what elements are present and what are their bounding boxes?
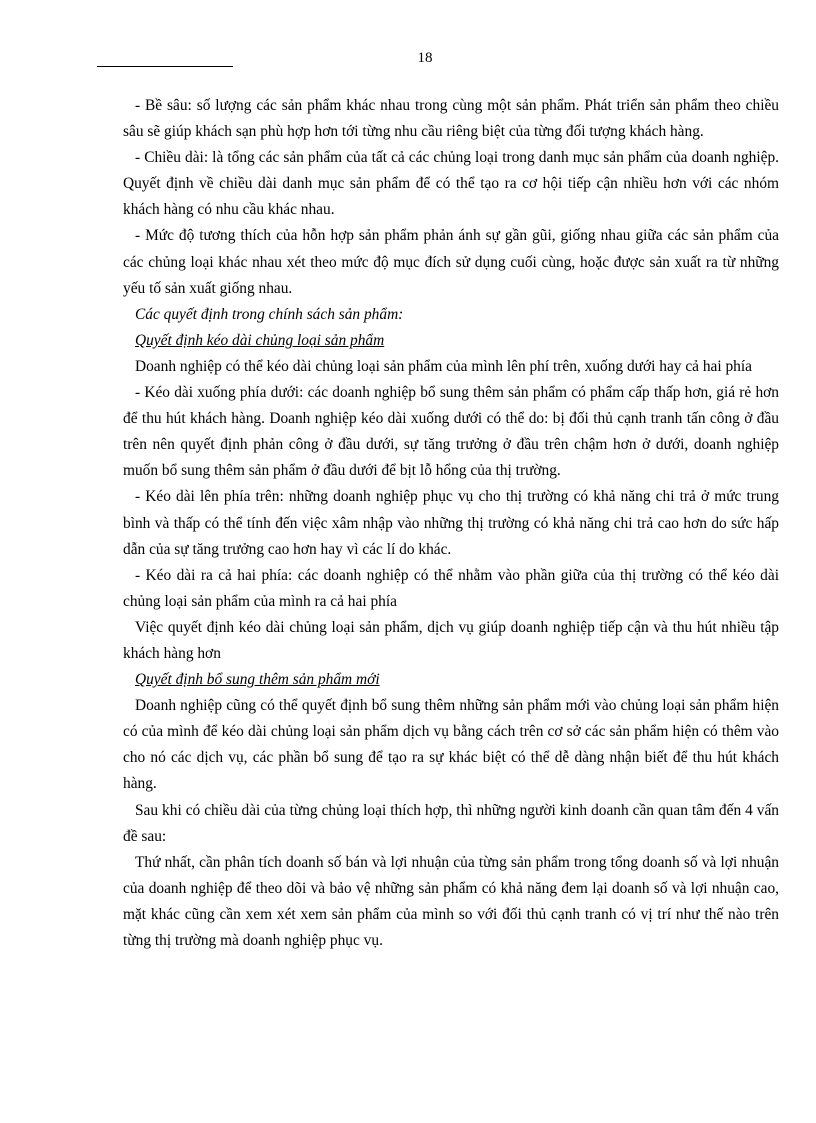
section-heading-decisions: Các quyết định trong chính sách sản phẩm: bbox=[135, 305, 404, 323]
page-number: 18 bbox=[417, 50, 433, 66]
paragraph-extend-down: - Kéo dài xuống phía dưới: các doanh nghiệp bổ sung thêm sản phẩm có phẩm cấp thấp hơn, giá rẻ hơn để thu hút khách hàng. Doanh nghiệp kéo dài xuống dưới có thể do: bị đối thủ cạnh tranh tấn công ở đầu trên nên quyết định phản công ở đầu dưới, sự tăng trưởng ở đầu trên chậm hơn ở dưới, doanh nghiệp muốn bổ sung thêm sản phẩm ở đầu dưới để bịt lỗ hổng của thị trường. bbox=[123, 384, 779, 480]
paragraph-extend-intro: Doanh nghiệp có thể kéo dài chủng loại sản phẩm của mình lên phí trên, xuống dưới hay cả hai phía bbox=[135, 357, 752, 375]
paragraph-length: - Chiều dài: là tổng các sản phẩm của tất cả các chủng loại trong danh mục sản phẩm của doanh nghiệp. Quyết định về chiều dài danh mục sản phẩm để có thể tạo ra cơ hội tiếp cận nhiều hơn với các nhóm khách hàng có nhu cầu khác nhau. bbox=[123, 149, 779, 219]
paragraph-add-new: Doanh nghiệp cũng có thể quyết định bổ sung thêm những sản phẩm mới vào chủng loại sản phẩm hiện có của mình để kéo dài chủng loại sản phẩm dịch vụ bằng cách trên cơ sở các sản phẩm hiện có thêm vào cho nó các dịch vụ, các phần bổ sung để tạo ra sự khác biệt có thể dễ dàng nhận biết để thu hút khách hàng. bbox=[123, 697, 779, 793]
paragraph-depth: - Bề sâu: số lượng các sản phẩm khác nhau trong cùng một sản phẩm. Phát triển sản phẩm theo chiều sâu sẽ giúp khách sạn phù hợp hơn tới từng nhu cầu riêng biệt của từng đối tượng khách hàng. bbox=[123, 97, 779, 141]
paragraph-extend-summary: Việc quyết định kéo dài chủng loại sản phẩm, dịch vụ giúp doanh nghiệp tiếp cận và thu hút nhiều tập khách hàng hơn bbox=[123, 618, 779, 662]
subheading-add-new-products: Quyết định bổ sung thêm sản phẩm mới bbox=[135, 671, 380, 689]
page-body bbox=[123, 93, 779, 954]
paragraph-extend-up: - Kéo dài lên phía trên: những doanh nghiệp phục vụ cho thị trường có khả năng chi trả ở mức trung bình và thấp có thể tính đến việc xâm nhập vào những thị trường có khả năng chi trả cao hơn do sức hấp dẫn của sự tăng trưởng cao hơn hay vì các lí do khác. bbox=[123, 488, 779, 558]
subheading-extend-line: Quyết định kéo dài chủng loại sản phẩm bbox=[135, 331, 385, 349]
paragraph-first-issue: Thứ nhất, cần phân tích doanh số bán và lợi nhuận của từng sản phẩm trong tổng doanh số và lợi nhuận của doanh nghiệp để theo dõi và bảo vệ những sản phẩm có khả năng đem lại doanh số và lợi nhuận cao, mặt khác cũng cần xem xét xem sản phẩm của mình so với đối thủ cạnh tranh có vị trí như thế nào trên từng thị trường mà doanh nghiệp phục vụ. bbox=[123, 853, 779, 949]
paragraph-compatibility: - Mức độ tương thích của hỗn hợp sản phẩm phản ánh sự gần gũi, giống nhau giữa các sản phẩm của các chủng loại khác nhau xét theo mức độ mục đích sử dụng cuối cùng, hoặc được sản xuất ra từ những yếu tố sản xuất giống nhau. bbox=[123, 227, 779, 297]
paragraph-four-issues: Sau khi có chiều dài của từng chủng loại thích hợp, thì những người kinh doanh cần quan tâm đến 4 vấn đề sau: bbox=[123, 801, 779, 845]
paragraph-extend-both: - Kéo dài ra cả hai phía: các doanh nghiệp có thể nhằm vào phần giữa của thị trường có thể kéo dài chủng loại sản phẩm của mình ra cả hai phía bbox=[123, 566, 779, 610]
